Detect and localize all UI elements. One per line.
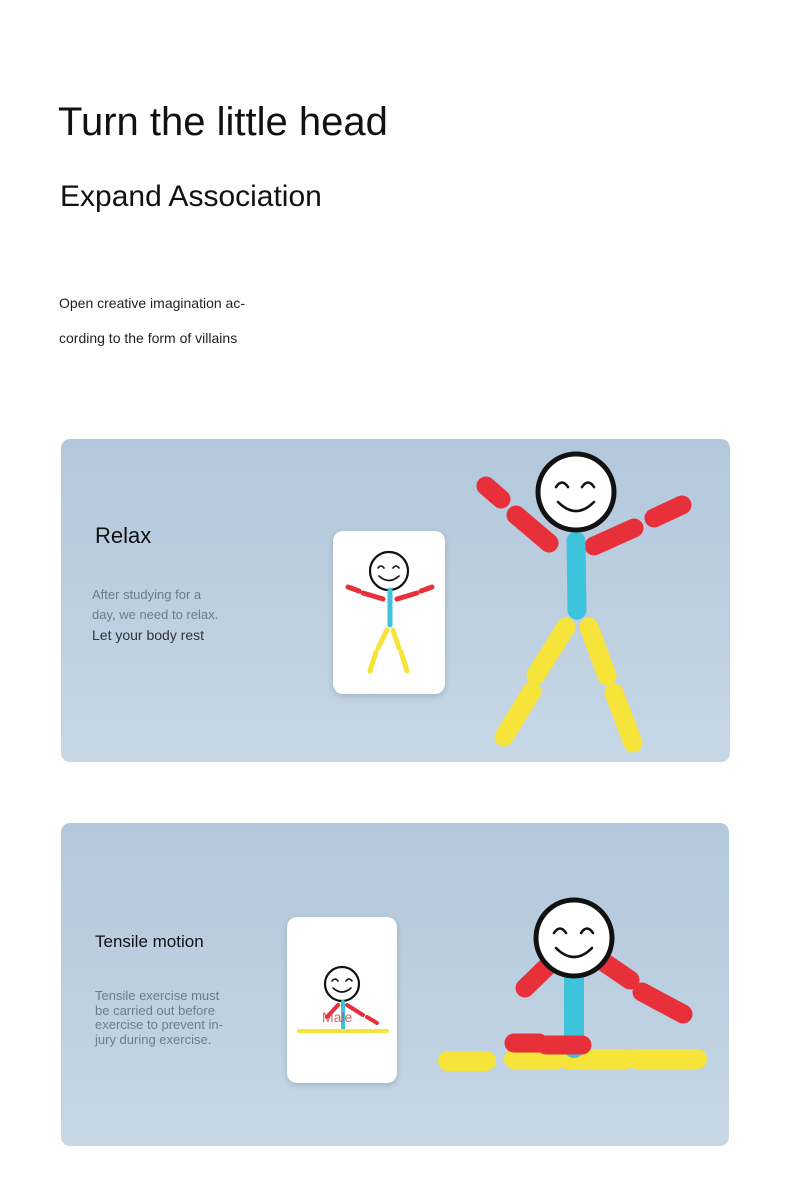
figure-left-hand: [486, 486, 501, 499]
card-right-hand: [421, 587, 432, 591]
figure-right-hand: [642, 992, 683, 1014]
intro-line-2: cording to the form of villains: [59, 330, 238, 346]
card-label: Male: [322, 1009, 353, 1025]
card-left-hand: [348, 587, 359, 591]
relax-heading: Relax: [95, 523, 152, 548]
tensile-text-line-3: exercise to prevent in-: [95, 1017, 223, 1032]
page-subtitle: Expand Association: [60, 180, 322, 213]
card-right-shin: [401, 652, 407, 671]
card-left-arm: [363, 593, 383, 599]
tensile-text-line-1: Tensile exercise must: [95, 988, 220, 1003]
figure-left-thigh: [536, 627, 566, 675]
tensile-text-line-2: be carried out before: [95, 1002, 215, 1018]
figure-left-arm: [516, 515, 549, 543]
relax-text-line-1: After studying for a: [92, 587, 202, 602]
relax-panel: [61, 439, 730, 762]
figure-right-thigh: [589, 627, 607, 676]
figure-torso: [576, 541, 577, 610]
relax-pose-card: [333, 531, 445, 694]
relax-text-line-3: Let your body rest: [92, 627, 205, 643]
intro-line-1: Open creative imagination ac-: [59, 295, 245, 311]
card-left-shin: [370, 652, 376, 671]
tensile-card-figure: [287, 917, 397, 1083]
smiley-face-icon: [538, 454, 614, 530]
figure-left-shin: [504, 691, 532, 737]
tensile-motion-panel: [61, 823, 729, 1146]
card-left-thigh: [378, 630, 387, 648]
smiley-face-icon: [536, 900, 612, 976]
relax-card-figure: [333, 531, 445, 694]
figure-right-hand: [654, 505, 682, 518]
tensile-description: [95, 989, 235, 1047]
card-smiley-face-icon: [325, 967, 359, 1001]
card-right-thigh: [393, 630, 399, 648]
figure-right-shin: [614, 693, 633, 743]
tensile-text-line-4: jury during exercise.: [95, 1031, 212, 1047]
tensile-heading: Tensile motion: [95, 932, 204, 951]
relax-text-line-2: day, we need to relax.: [92, 607, 219, 622]
tensile-stick-figure: [421, 883, 729, 1146]
intro-text: [59, 286, 299, 356]
page-title: Turn the little head: [58, 100, 388, 144]
relax-description: [92, 585, 242, 646]
card-right-hand: [367, 1017, 377, 1023]
card-smiley-face-icon: [370, 552, 408, 590]
card-right-arm: [397, 593, 417, 599]
relax-stick-figure: [461, 439, 730, 762]
tensile-pose-card: [287, 917, 397, 1083]
figure-right-arm: [594, 528, 634, 546]
